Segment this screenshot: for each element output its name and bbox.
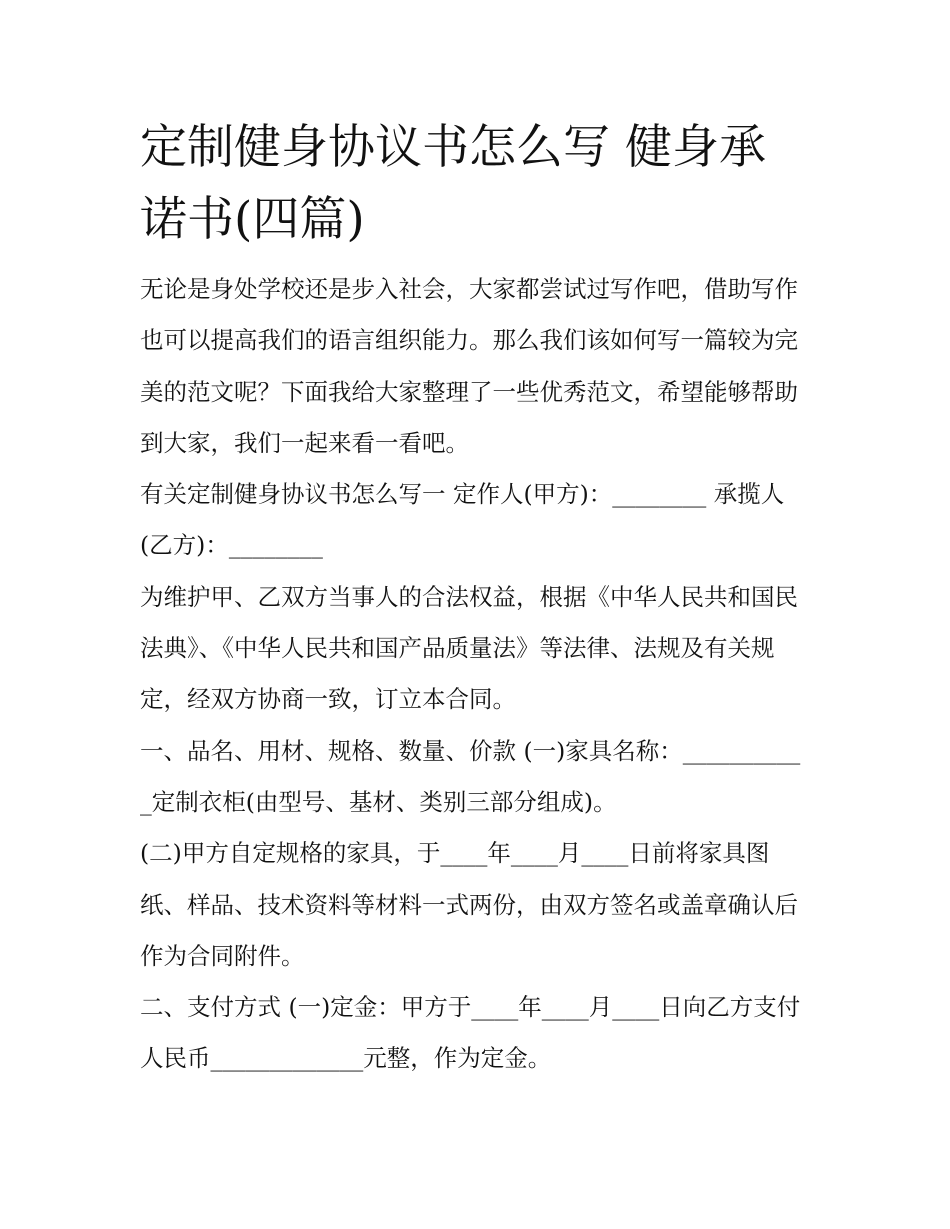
intro-paragraph: 无论是身处学校还是步入社会，大家都尝试过写作吧，借助写作也可以提高我们的语言组织能力。那么我们该如何写一篇较为完美的范文呢？下面我给大家整理了一些优秀范文，希望能够帮助到大家，我们一起来看一看吧。 <box>140 275 798 457</box>
contract-purpose-paragraph: 为维护甲、乙双方当事人的合法权益，根据《中华人民共和国民法典》、《中华人民共和国产品质量法》等法律、法规及有关规定，经双方协商一致，订立本合同。 <box>140 582 798 714</box>
document-title: 定制健身协议书怎么写 健身承诺书(四篇) <box>140 120 766 247</box>
contract-parties-paragraph: 有关定制健身协议书怎么写一 定作人(甲方)：________ 承揽人(乙方)：________ <box>140 480 785 560</box>
document-page <box>140 112 812 1085</box>
section-one-paragraph: 一、品名、用材、规格、数量、价款 (一)家具名称：___________定制衣柜(由型号、基材、类别三部分组成)。 <box>140 736 801 816</box>
section-one-item-two-paragraph: (二)甲方自定规格的家具，于____年____月____日前将家具图纸、样品、技术资料等材料一式两份，由双方签名或盖章确认后作为合同附件。 <box>140 839 798 970</box>
section-two-paragraph: 二、支付方式 (一)定金：甲方于____年____月____日向乙方支付人民币_____________元整，作为定金。 <box>140 993 801 1073</box>
